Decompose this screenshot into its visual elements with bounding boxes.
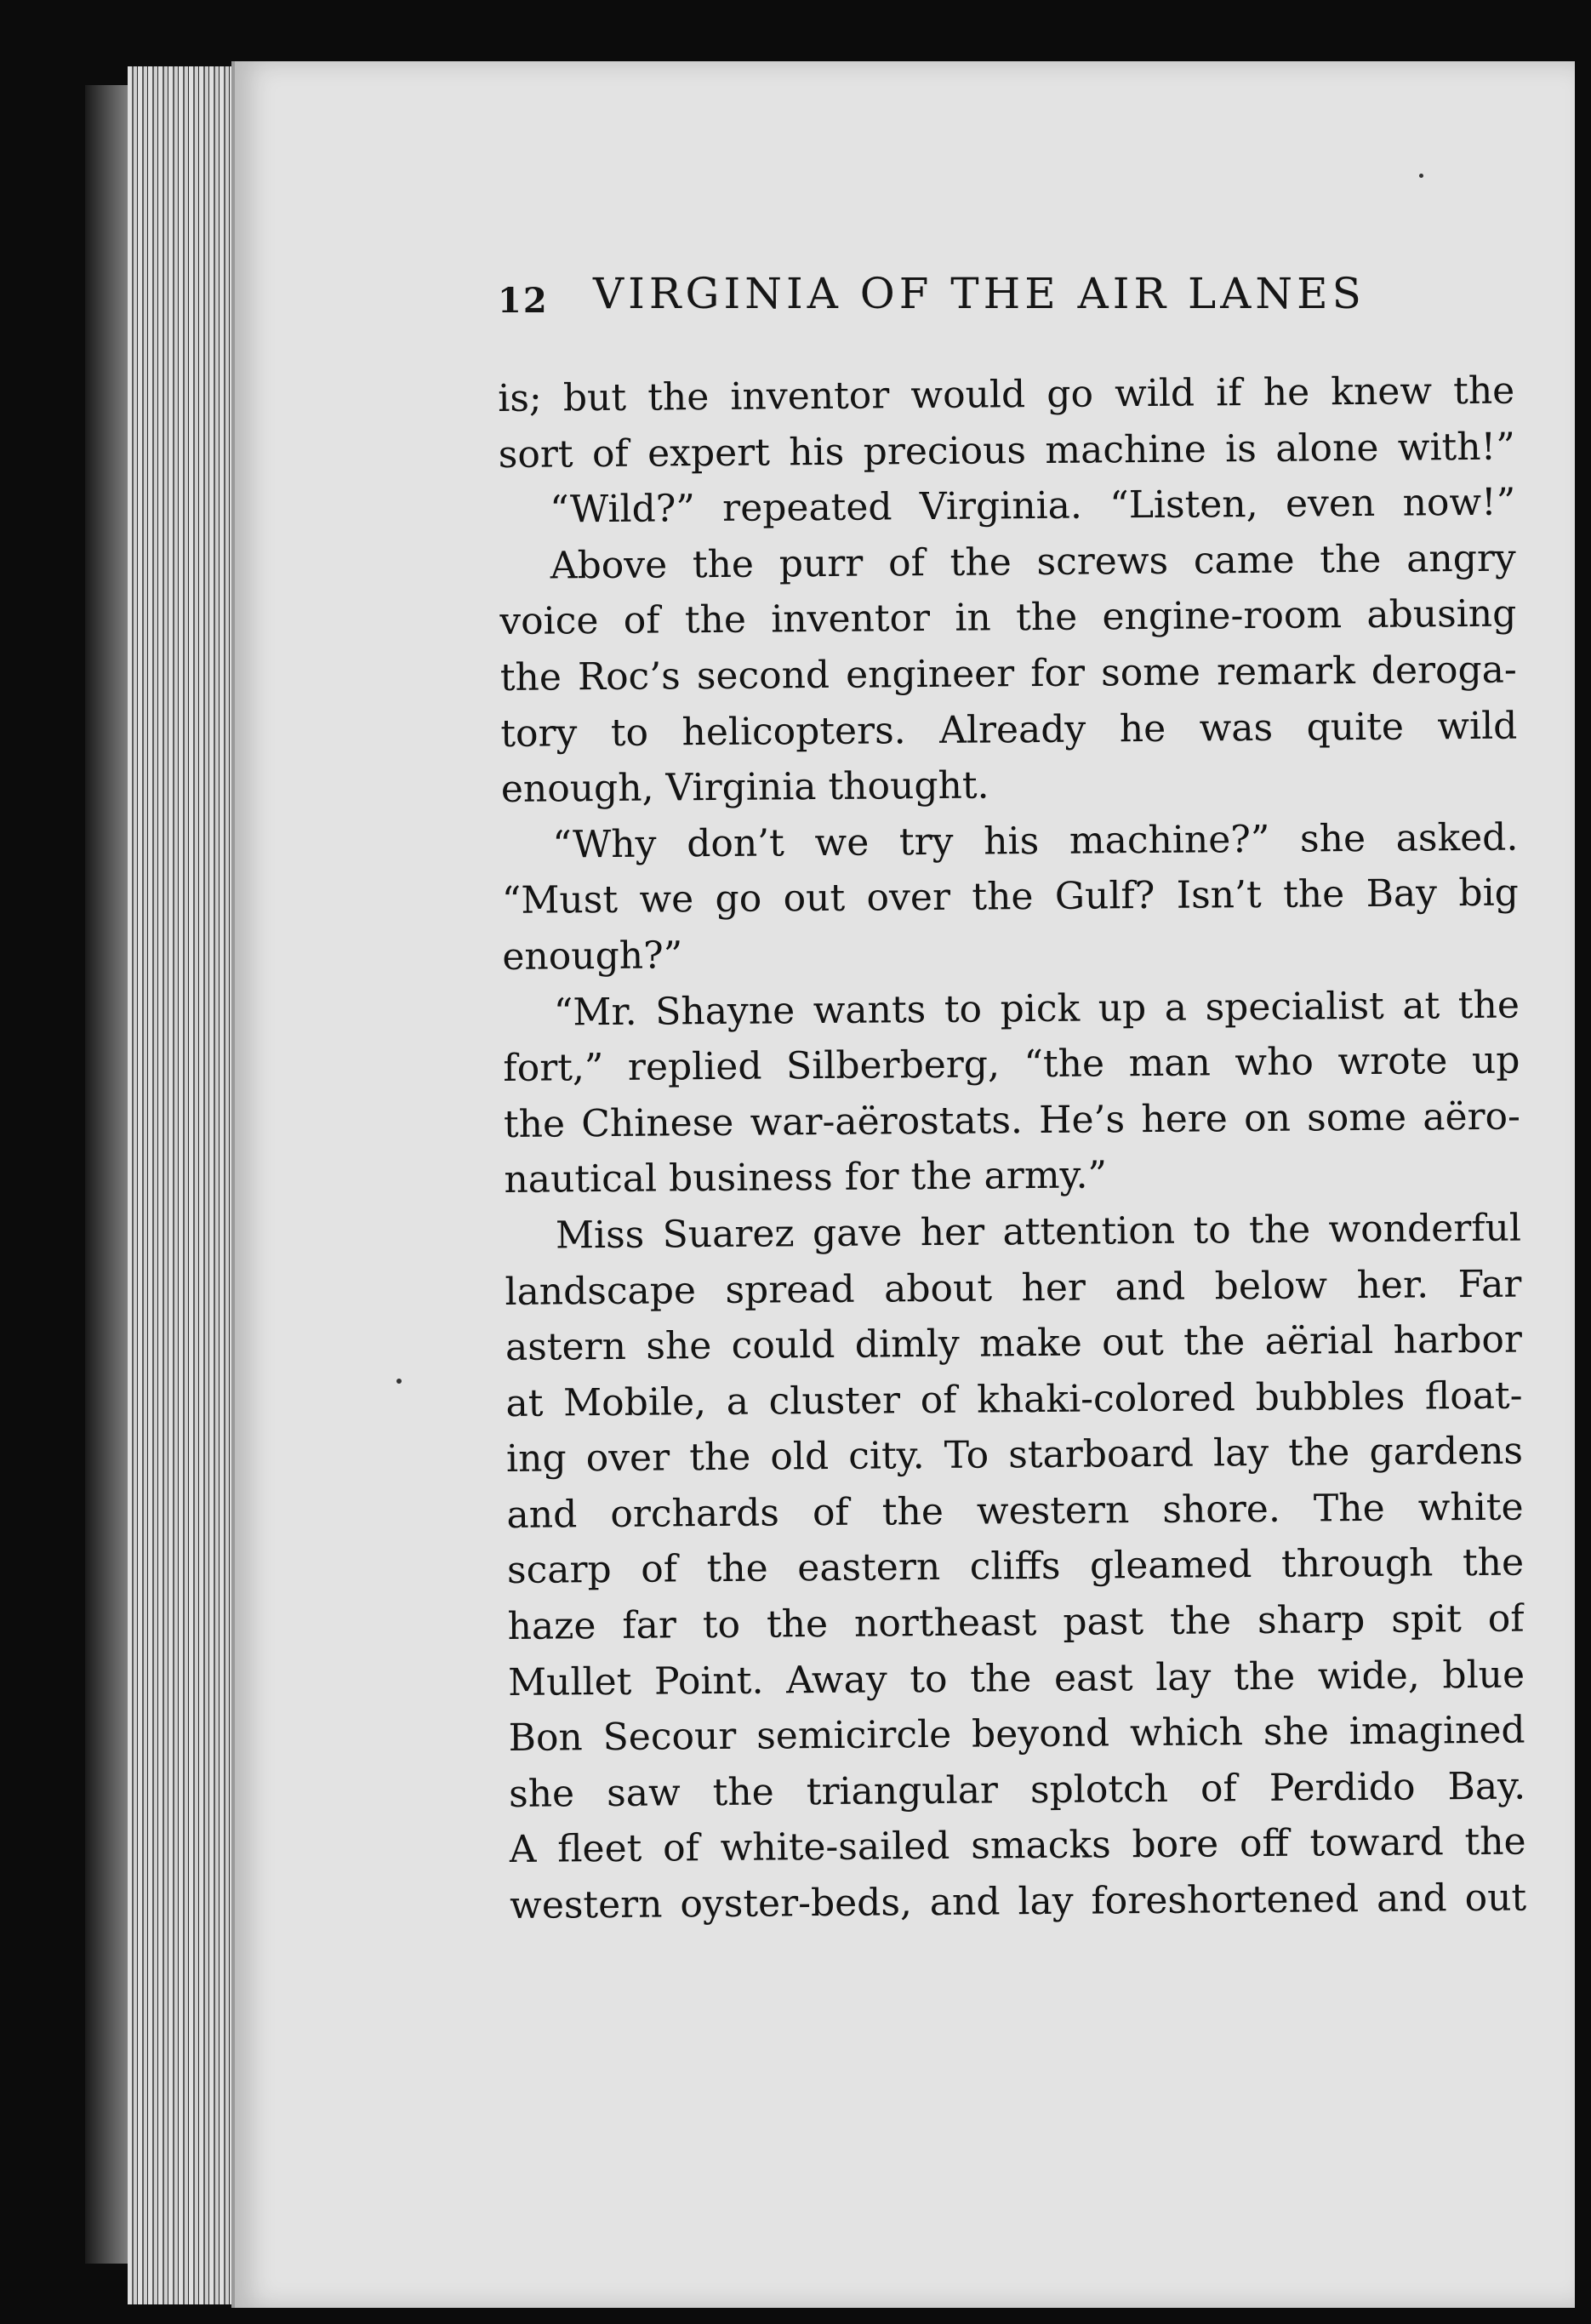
text-line: is; but the inventor would go wild if he knew the (498, 368, 1515, 420)
text-line: enough?” (502, 934, 683, 979)
page-header (498, 269, 1400, 328)
page-edges-shadow (85, 85, 133, 2264)
text-line: sort of expert his precious machine is alone with!” (498, 425, 1515, 477)
text-line: the Chinese war-aërostats. He’s here on some aëro- (503, 1094, 1521, 1146)
text-line: “Must we go out over the Gulf? Isn’t the Bay big (501, 871, 1520, 923)
text-line: at Mobile, a cluster of khaki-colored bubbles float- (505, 1373, 1523, 1425)
text-line: Mullet Point. Away to the east lay the wide, blue (507, 1653, 1525, 1704)
text-line: she saw the triangular splotch of Perdido Bay. (508, 1764, 1526, 1816)
text-line: “Why don’t we try his machine?” she asked. (552, 815, 1519, 867)
page-edges (128, 66, 231, 2304)
text-line: enough, Virginia thought. (500, 763, 989, 812)
text-line: fort,” replied Silberberg, “the man who wrote up (503, 1038, 1520, 1091)
text-line: “Mr. Shayne wants to pick up a specialist at the (553, 983, 1520, 1035)
text-line: voice of the inventor in the engine-room abusing (499, 591, 1517, 644)
text-line: landscape spread about her and below her. Far (505, 1262, 1522, 1314)
scan-speck (1419, 174, 1423, 178)
text-line: Bon Secour semicircle beyond which she imagined (508, 1708, 1525, 1761)
text-line: the Roc’s second engineer for some remark deroga- (499, 648, 1517, 699)
text-line: scarp of the eastern cliffs gleamed through the (506, 1541, 1525, 1593)
text-line: and orchards of the western shore. The white (506, 1485, 1524, 1537)
text-line: nautical business for the army.” (504, 1153, 1108, 1202)
page-number: 12 (498, 281, 549, 321)
text-line: tory to helicopters. Already he was quite wild (500, 704, 1518, 756)
text-line: A fleet of white-sailed smacks bore off toward the (509, 1819, 1526, 1872)
text-line: astern she could dimly make out the aërial harbor (505, 1317, 1523, 1370)
text-line: ing over the old city. To starboard lay the gardens (505, 1429, 1524, 1482)
text-line: “Wild?” repeated Virginia. “Listen, even now!” (550, 480, 1516, 532)
running-head: VIRGINIA OF THE AIR LANES (593, 269, 1366, 318)
text-line: Miss Suarez gave her attention to the wonderful (555, 1206, 1522, 1258)
body-text (498, 363, 1526, 1934)
text-line: western oyster-beds, and lay foreshortened and out (509, 1876, 1527, 1927)
scan-speck (396, 1379, 402, 1384)
text-line: haze far to the northeast past the sharp spit of (507, 1596, 1525, 1649)
text-line: Above the purr of the screws came the angry (550, 536, 1516, 588)
